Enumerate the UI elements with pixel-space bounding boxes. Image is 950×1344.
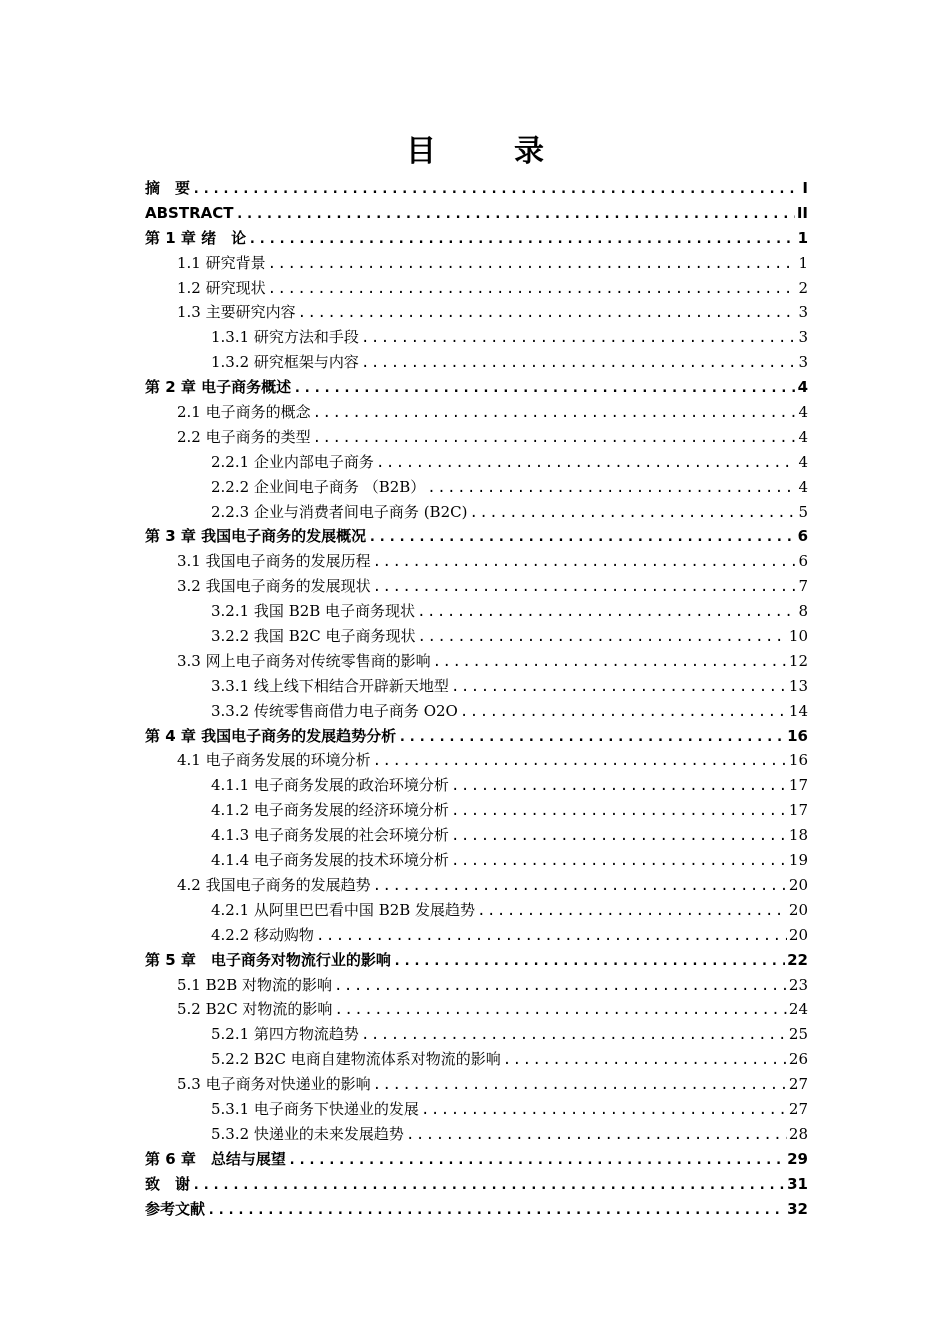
toc-entry[interactable]	[145, 873, 808, 898]
toc-entry-label: 4.1.2 电子商务发展的经济环境分析	[211, 801, 449, 820]
toc-dot-leader	[313, 426, 796, 451]
toc-entry-page-number: 25	[788, 1025, 808, 1044]
toc-entry-page-number: 12	[788, 651, 808, 670]
toc-entry-page-number: 23	[788, 975, 808, 994]
toc-entry[interactable]	[145, 1122, 808, 1147]
toc-entry-label: 第 3 章 我国电子商务的发展概况	[145, 527, 367, 546]
toc-entry[interactable]	[145, 948, 808, 973]
toc-entry-page-number: 24	[788, 1000, 808, 1019]
toc-dot-leader	[451, 774, 787, 799]
toc-entry-page-number: 3	[798, 303, 808, 322]
toc-dot-leader	[469, 501, 796, 526]
toc-entry-label: 5.2 B2C 对物流的影响	[177, 1000, 333, 1019]
toc-entry-page-number: I	[802, 179, 808, 197]
toc-entry-page-number: 26	[788, 1050, 808, 1069]
toc-entry[interactable]	[145, 599, 808, 624]
toc-entry-label: 4.1 电子商务发展的环境分析	[177, 751, 371, 770]
toc-entry[interactable]	[145, 748, 808, 773]
toc-dot-leader	[460, 700, 787, 725]
toc-entry-label: 4.1.4 电子商务发展的技术环境分析	[211, 851, 449, 870]
toc-dot-leader	[373, 550, 796, 575]
toc-entry-label: 第 1 章 绪 论	[145, 228, 247, 247]
toc-entry-label: 4.1.1 电子商务发展的政治环境分析	[211, 776, 449, 795]
toc-entry-page-number: 6	[798, 552, 808, 571]
toc-entry-page-number: 20	[788, 900, 808, 919]
toc-entry-page-number: 1	[798, 253, 808, 272]
toc-dot-leader	[361, 351, 796, 376]
toc-dot-leader	[293, 376, 795, 401]
toc-entry-label: 3.3.1 线上线下相结合开辟新天地型	[211, 676, 449, 695]
toc-entry[interactable]	[145, 973, 808, 998]
toc-entry-label: 2.2.3 企业与消费者间电子商务 (B2C)	[211, 502, 468, 521]
toc-entry[interactable]	[145, 350, 808, 375]
toc-entry[interactable]	[145, 773, 808, 798]
toc-entry-page-number: 16	[787, 726, 808, 745]
toc-dot-leader	[268, 252, 796, 277]
toc-entry[interactable]	[145, 574, 808, 599]
toc-entry[interactable]	[145, 450, 808, 475]
toc-entry-label: 3.2.1 我国 B2B 电子商务现状	[211, 602, 416, 621]
toc-entry[interactable]	[145, 1097, 808, 1122]
toc-dot-leader	[368, 525, 795, 550]
toc-dot-leader	[417, 600, 796, 625]
toc-entry[interactable]	[145, 1022, 808, 1047]
toc-dot-leader	[376, 451, 796, 476]
toc-dot-leader	[451, 675, 787, 700]
toc-entry[interactable]	[145, 724, 808, 749]
toc-entry-label: 第 4 章 我国电子商务的发展趋势分析	[145, 726, 397, 745]
toc-entry[interactable]	[145, 400, 808, 425]
toc-entry-page-number: 27	[788, 1099, 808, 1118]
toc-entry-label: 参考文献	[145, 1199, 206, 1218]
toc-entry[interactable]	[145, 798, 808, 823]
toc-entry-label: 3.2 我国电子商务的发展现状	[177, 577, 371, 596]
toc-entry-label: 2.2.2 企业间电子商务 （B2B）	[211, 477, 426, 496]
toc-dot-leader	[334, 998, 786, 1023]
toc-entry[interactable]	[145, 1047, 808, 1072]
toc-entry-label: 3.2.2 我国 B2C 电子商务现状	[211, 627, 416, 646]
toc-entry-page-number: 17	[788, 776, 808, 795]
toc-dot-leader	[406, 1123, 787, 1148]
toc-entry[interactable]	[145, 201, 808, 226]
toc-entry[interactable]	[145, 923, 808, 948]
toc-entry[interactable]	[145, 500, 808, 525]
toc-dot-leader	[427, 476, 796, 501]
toc-entry-page-number: 20	[788, 875, 808, 894]
toc-entry-page-number: 2	[798, 278, 808, 297]
toc-entry-page-number: 4	[797, 378, 808, 397]
toc-entry-label: 1.1 研究背景	[177, 253, 266, 272]
toc-entry-label: 5.3.2 快递业的未来发展趋势	[211, 1124, 404, 1143]
toc-entry-page-number: 14	[788, 701, 808, 720]
toc-dot-leader	[373, 749, 787, 774]
toc-entry[interactable]	[145, 848, 808, 873]
toc-entry-label: ABSTRACT	[145, 203, 234, 222]
toc-dot-leader	[192, 177, 796, 202]
toc-entry-label: 第 2 章 电子商务概述	[145, 378, 292, 397]
toc-entry-page-number: II	[796, 203, 808, 222]
toc-entry[interactable]	[145, 524, 808, 549]
toc-entry[interactable]	[145, 1197, 808, 1222]
toc-entry-label: 3.1 我国电子商务的发展历程	[177, 552, 371, 571]
toc-entry[interactable]	[145, 226, 808, 251]
toc-dot-leader	[373, 874, 787, 899]
toc-entry-label: 1.3.1 研究方法和手段	[211, 328, 359, 347]
toc-entry-page-number: 3	[798, 353, 808, 372]
toc-entry-label: 4.2 我国电子商务的发展趋势	[177, 875, 371, 894]
toc-dot-leader	[268, 277, 796, 302]
toc-entry-label: 第 5 章 电子商务对物流行业的影响	[145, 950, 391, 969]
toc-entry-page-number: 27	[788, 1075, 808, 1094]
toc-dot-leader	[503, 1048, 787, 1073]
toc-entry-page-number: 19	[788, 851, 808, 870]
toc-dot-leader	[235, 202, 794, 227]
toc-entry-label: 5.3 电子商务对快递业的影响	[177, 1075, 371, 1094]
toc-entry[interactable]	[145, 276, 808, 301]
toc-entry-label: 摘 要	[145, 179, 191, 197]
toc-entry-label: 1.3 主要研究内容	[177, 303, 296, 322]
toc-entry[interactable]	[145, 176, 808, 201]
toc-dot-leader	[298, 301, 796, 326]
toc-entry-page-number: 32	[787, 1199, 808, 1218]
toc-entry-label: 2.1 电子商务的概念	[177, 403, 311, 422]
toc-entry-page-number: 31	[787, 1174, 808, 1193]
toc-dot-leader	[451, 849, 787, 874]
toc-entry-label: 4.2.2 移动购物	[211, 925, 314, 944]
toc-dot-leader	[192, 1173, 785, 1198]
toc-entry-page-number: 13	[788, 676, 808, 695]
toc-dot-leader	[421, 1098, 787, 1123]
toc-entry[interactable]	[145, 624, 808, 649]
toc-entry-page-number: 8	[798, 602, 808, 621]
toc-entry-label: 4.1.3 电子商务发展的社会环境分析	[211, 826, 449, 845]
toc-entry[interactable]	[145, 1172, 808, 1197]
toc-entry-page-number: 22	[787, 950, 808, 969]
toc-entry-label: 3.3 网上电子商务对传统零售商的影响	[177, 651, 431, 670]
toc-entry[interactable]	[145, 997, 808, 1022]
toc-entry-page-number: 20	[788, 925, 808, 944]
toc-entry-page-number: 6	[797, 527, 808, 546]
toc-entry[interactable]	[145, 1072, 808, 1097]
toc-dot-leader	[477, 899, 787, 924]
toc-dot-leader	[288, 1148, 785, 1173]
toc-entry-page-number: 17	[788, 801, 808, 820]
toc-entry-page-number: 3	[798, 328, 808, 347]
toc-entry-label: 5.2.1 第四方物流趋势	[211, 1025, 359, 1044]
toc-dot-leader	[398, 725, 785, 750]
toc-entry-page-number: 5	[798, 502, 808, 521]
toc-entry-label: 1.2 研究现状	[177, 278, 266, 297]
toc-dot-leader	[418, 625, 787, 650]
toc-entry[interactable]	[145, 699, 808, 724]
toc-entry[interactable]	[145, 475, 808, 500]
toc-dot-leader	[373, 1073, 787, 1098]
toc-entry-label: 1.3.2 研究框架与内容	[211, 353, 359, 372]
toc-entry-label: 2.2 电子商务的类型	[177, 427, 311, 446]
toc-entry-page-number: 4	[798, 403, 808, 422]
toc-entry[interactable]	[145, 425, 808, 450]
toc-entry[interactable]	[145, 649, 808, 674]
toc-entry-page-number: 4	[798, 452, 808, 471]
toc-entry-page-number: 28	[788, 1124, 808, 1143]
toc-entry-page-number: 7	[798, 577, 808, 596]
toc-entry-label: 5.3.1 电子商务下快递业的发展	[211, 1099, 419, 1118]
toc-entry[interactable]	[145, 325, 808, 350]
toc-dot-leader	[393, 949, 785, 974]
toc-entry-label: 致 谢	[145, 1174, 191, 1193]
toc-dot-leader	[207, 1198, 785, 1223]
toc-entry[interactable]	[145, 674, 808, 699]
toc-entry-page-number: 16	[788, 751, 808, 770]
toc-dot-leader	[433, 650, 787, 675]
toc-dot-leader	[334, 974, 787, 999]
toc-dot-leader	[373, 575, 796, 600]
toc-entry[interactable]	[145, 823, 808, 848]
toc-entry[interactable]	[145, 898, 808, 923]
toc-entry[interactable]	[145, 1147, 808, 1172]
toc-entry-label: 第 6 章 总结与展望	[145, 1149, 286, 1168]
toc-entry-label: 2.2.1 企业内部电子商务	[211, 452, 374, 471]
toc-entry[interactable]	[145, 375, 808, 400]
toc-entry-page-number: 18	[788, 826, 808, 845]
toc-entry-page-number: 4	[798, 427, 808, 446]
toc-dot-leader	[451, 824, 787, 849]
toc-dot-leader	[451, 799, 787, 824]
toc-entry[interactable]	[145, 300, 808, 325]
table-of-contents	[145, 176, 808, 1221]
toc-entry[interactable]	[145, 549, 808, 574]
toc-dot-leader	[361, 326, 796, 351]
toc-entry-label: 3.3.2 传统零售商借力电子商务 O2O	[211, 701, 458, 720]
toc-entry[interactable]	[145, 251, 808, 276]
toc-entry-label: 4.2.1 从阿里巴巴看中国 B2B 发展趋势	[211, 900, 476, 919]
toc-dot-leader	[248, 227, 795, 252]
toc-entry-page-number: 4	[798, 477, 808, 496]
toc-dot-leader	[313, 401, 796, 426]
toc-entry-label: 5.2.2 B2C 电商自建物流体系对物流的影响	[211, 1050, 501, 1069]
toc-dot-leader	[361, 1023, 787, 1048]
toc-title: 目 录	[406, 134, 568, 169]
toc-entry-label: 5.1 B2B 对物流的影响	[177, 975, 332, 994]
toc-entry-page-number: 29	[787, 1149, 808, 1168]
toc-entry-page-number: 1	[797, 228, 808, 247]
toc-entry-page-number: 10	[788, 627, 808, 646]
toc-dot-leader	[316, 924, 787, 949]
